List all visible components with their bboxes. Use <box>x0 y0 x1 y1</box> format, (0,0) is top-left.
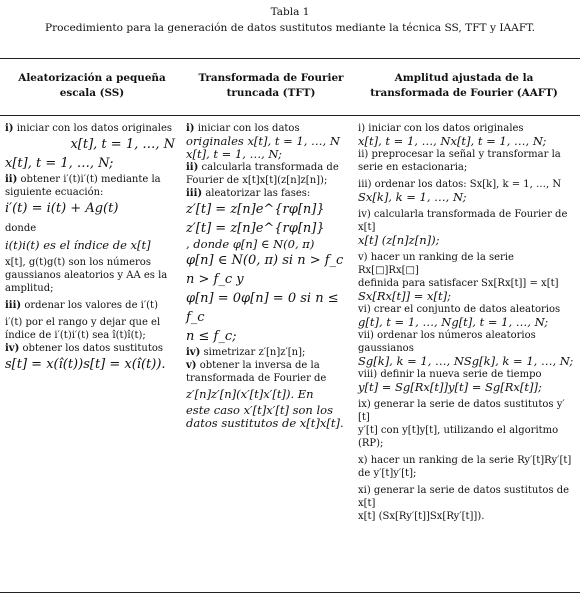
step-text: viii) definir la nueva serie de tiempo <box>358 369 542 380</box>
step-text: iv) calcularla transformada de Fourier de x[t] <box>358 209 568 233</box>
top-rule <box>0 58 580 59</box>
equation: i′(t) = i(t) + Ag(t) <box>5 201 119 216</box>
column-aaft <box>358 122 576 523</box>
equation: φ[n] = 0φ[n] = 0 si n ≤ f_c <box>186 291 339 325</box>
math-line: Sx[k], k = 1, …, N; <box>358 190 467 204</box>
donde-label: donde <box>5 223 37 234</box>
math-line: Sg[k], k = 1, …, NSg[k], k = 1, …, N; <box>358 354 574 368</box>
equation: , donde φ[n] ∈ N(0, π) <box>186 237 315 251</box>
header-aaft: Amplitud ajustada de la transformada de Fourier (AAFT) <box>370 72 558 99</box>
equation: z′[t] = z[n]e^{rφ[n]} <box>186 202 325 217</box>
step-text: iniciar con los datos <box>197 123 300 134</box>
step-text: x[t] (Sx[Ry′[t]]Sx[Ry′[t]]). <box>358 511 485 522</box>
math-line: x[t], t = 1, …, N <box>70 137 175 152</box>
math-line: este caso x′[t]x′[t] son los datos sustitutos de x[t]x[t]. <box>186 403 344 430</box>
step-text: calcularla transformada de Fourier de x[t]x[t](z[n]z[n]); <box>186 162 339 186</box>
step-text: xi) generar la serie de datos sustitutos de x[t] <box>358 485 570 509</box>
math-line: originales x[t], t = 1, …, N <box>186 134 340 148</box>
step-text: iii) ordenar los datos: Sx[k], k = 1, …, N <box>358 179 562 190</box>
equation: φ[n] ∈ N(0, π) si n > f_c <box>186 253 344 268</box>
step-number: iii) <box>5 300 22 311</box>
step-text: obtener los datos sustitutos <box>22 343 163 354</box>
step-text: ix) generar la serie de datos sustitutos y′[t] <box>358 399 565 423</box>
step-text: vi) crear el conjunto de datos aleatorios <box>358 304 561 315</box>
equation: s[t] = x(î(t))s[t] = x(î(t)). <box>5 357 166 372</box>
equation: n > f_c y <box>186 272 244 287</box>
math-line: x[t], t = 1, …, Nx[t], t = 1, …, N; <box>358 134 547 148</box>
step-text: ordenar los valores de i′(t) <box>24 300 158 311</box>
math-line: Sx[Rx[t]] = x[t]; <box>358 289 451 303</box>
definition-line: x[t], g(t)g(t) son los números gaussianos aleatorios y AA es la amplitud; <box>5 257 168 294</box>
step-number: i) <box>5 123 14 134</box>
equation: n ≤ f_c; <box>186 329 237 344</box>
math-line: z′[n]z′[n](x′[t]x′[t]). En <box>186 387 314 401</box>
step-text: vii) ordenar los números aleatorios gaussianos <box>358 330 536 354</box>
step-text: de y′[t]y′[t]; <box>358 468 417 479</box>
step-text: obtener i′(t)i′(t) mediante la siguiente ecuación: <box>5 174 161 198</box>
equation: z′[t] = z[n]e^{rφ[n]} <box>186 221 325 236</box>
table-title: Procedimiento para la generación de datos sustitutos mediante la técnica SS, TFT y IAAFT. <box>44 22 536 34</box>
math-line: x[t], t = 1, …, N; <box>5 156 114 171</box>
math-line: y[t] = Sg[Rx[t]]y[t] = Sg[Rx[t]]; <box>358 380 542 394</box>
step-text: v) hacer un ranking de la serie Rx[□]Rx[□] <box>358 252 514 276</box>
table-number: Tabla 1 <box>270 6 310 18</box>
step-text: iniciar con los datos originales <box>16 123 173 134</box>
step-text: definida para satisfacer Sx[Rx[t]] = x[t] <box>358 278 559 289</box>
step-number: i) <box>186 123 195 134</box>
step-text: x) hacer un ranking de la serie Ry′[t]Ry′[t] <box>358 455 572 466</box>
bottom-rule <box>0 592 580 593</box>
step-text: i) iniciar con los datos originales <box>358 123 524 134</box>
column-ss <box>5 122 175 374</box>
step-number: iv) <box>5 343 20 354</box>
definition-line: i(t)i(t) es el índice de x[t] <box>5 238 151 252</box>
step-number: v) <box>186 360 197 371</box>
step-text: i′(t) por el rango y dejar que el índice de i′(t)i′(t) sea î(t)î(t); <box>5 317 161 341</box>
math-line: x[t], t = 1, …, N; <box>186 147 282 161</box>
column-tft <box>186 122 351 430</box>
header-tft: Transformada de Fourier truncada (TFT) <box>198 72 344 99</box>
step-text: simetrizar z′[n]z′[n]; <box>203 347 306 358</box>
step-text: ii) preprocesar la señal y transformar la serie en estacionaria; <box>358 149 561 173</box>
step-number: iv) <box>186 347 201 358</box>
step-text: aleatorizar las fases: <box>205 188 311 199</box>
header-rule <box>0 115 580 116</box>
header-ss: Aleatorización a pequeña escala (SS) <box>18 72 166 99</box>
step-number: iii) <box>186 188 203 199</box>
step-text: y′[t] con y[t]y[t], utilizando el algoritmo (RP); <box>358 425 559 449</box>
math-line: x[t] (z[n]z[n]); <box>358 233 440 247</box>
step-number: ii) <box>5 174 18 185</box>
step-text: obtener la inversa de la transformada de Fourier de <box>186 360 327 384</box>
math-line: g[t], t = 1, …, Ng[t], t = 1, …, N; <box>358 315 549 329</box>
step-number: ii) <box>186 162 199 173</box>
